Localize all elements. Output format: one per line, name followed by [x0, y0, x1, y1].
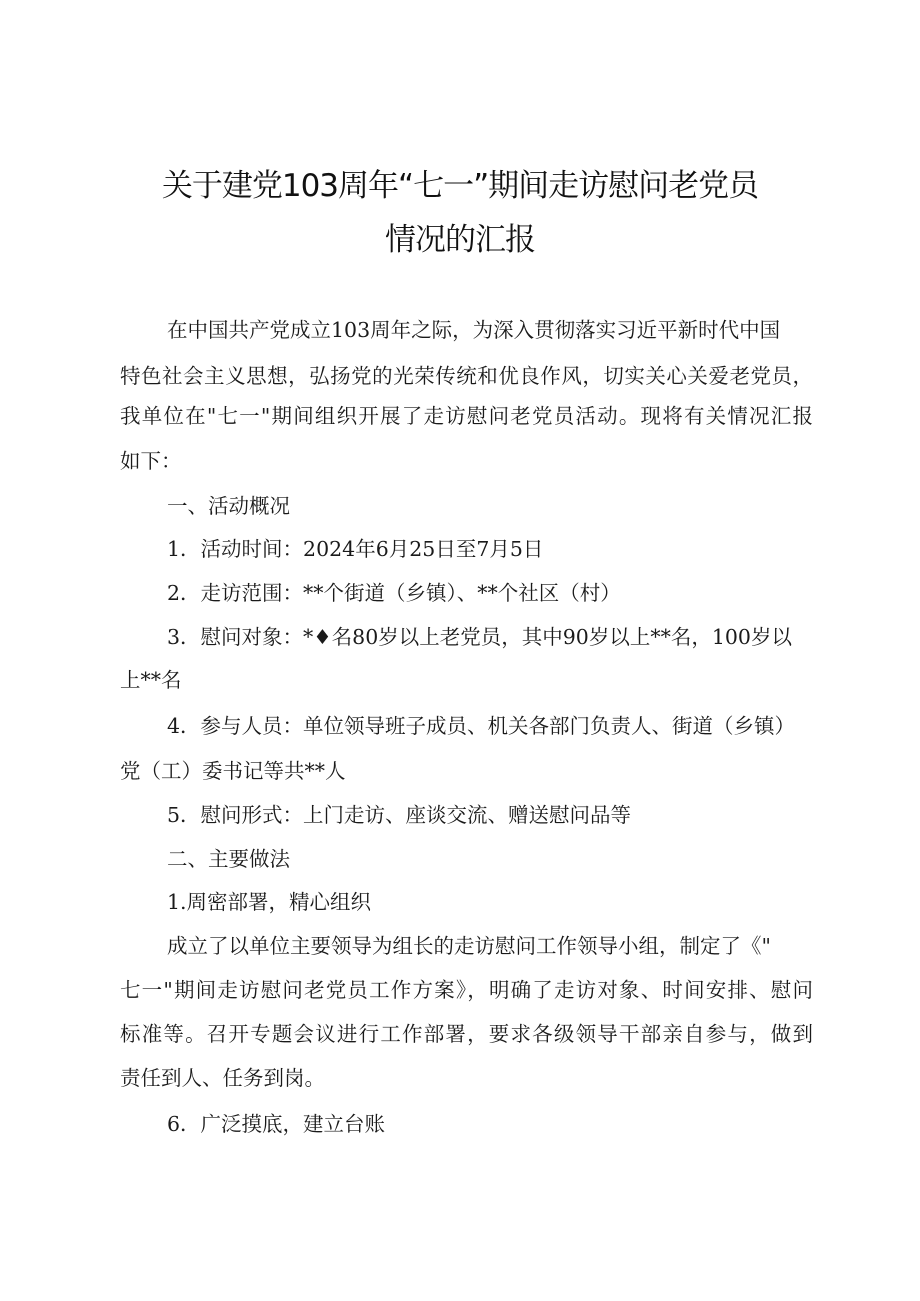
- item-participants-line-1: 4．参与人员：单位领导班子成员、机关各部门负责人、街道（乡镇）: [167, 714, 796, 738]
- subsection1-line-4: 责任到人、任务到岗。: [120, 1066, 325, 1090]
- title-line-1: 关于建党103周年“七一”期间走访慰问老党员: [161, 168, 759, 204]
- intro-line-3: 我单位在"七一"期间组织开展了走访慰问老党员活动。现将有关情况汇报: [120, 404, 813, 428]
- item-activity-time: 1．活动时间：2024年6月25日至7月5日: [167, 537, 544, 561]
- item-recipients-line-2: 上**名: [120, 668, 182, 692]
- intro-line-1: 在中国共产党成立103周年之际，为深入贯彻落实习近平新时代中国: [167, 318, 781, 342]
- subsection6-heading: 6．广泛摸底，建立台账: [167, 1112, 386, 1136]
- item-recipients-line-1: 3．慰问对象：*♦名80岁以上老党员，其中90岁以上**名，100岁以: [167, 625, 792, 649]
- item-visit-scope: 2．走访范围：**个街道（乡镇）、**个社区（村）: [167, 581, 621, 605]
- section2-heading: 二、主要做法: [167, 847, 290, 871]
- subsection1-line-3: 标准等。召开专题会议进行工作部署，要求各级领导干部亲自参与，做到: [120, 1022, 813, 1046]
- section1-heading: 一、活动概况: [167, 494, 290, 518]
- item-participants-line-2: 党（工）委书记等共**人: [120, 759, 346, 783]
- title-line-2: 情况的汇报: [385, 222, 535, 258]
- intro-line-4: 如下：: [120, 449, 182, 473]
- subsection1-line-2: 七一"期间走访慰问老党员工作方案》，明确了走访对象、时间安排、慰问: [120, 978, 813, 1002]
- item-visit-form: 5．慰问形式：上门走访、座谈交流、赠送慰问品等: [167, 803, 632, 827]
- subsection1-line-1: 成立了以单位主要领导为组长的走访慰问工作领导小组，制定了《": [167, 934, 771, 958]
- intro-line-2: 特色社会主义思想，弘扬党的光荣传统和优良作风，切实关心关爱老党员，: [120, 364, 813, 388]
- subsection1-heading: 1.周密部署，精心组织: [167, 890, 372, 914]
